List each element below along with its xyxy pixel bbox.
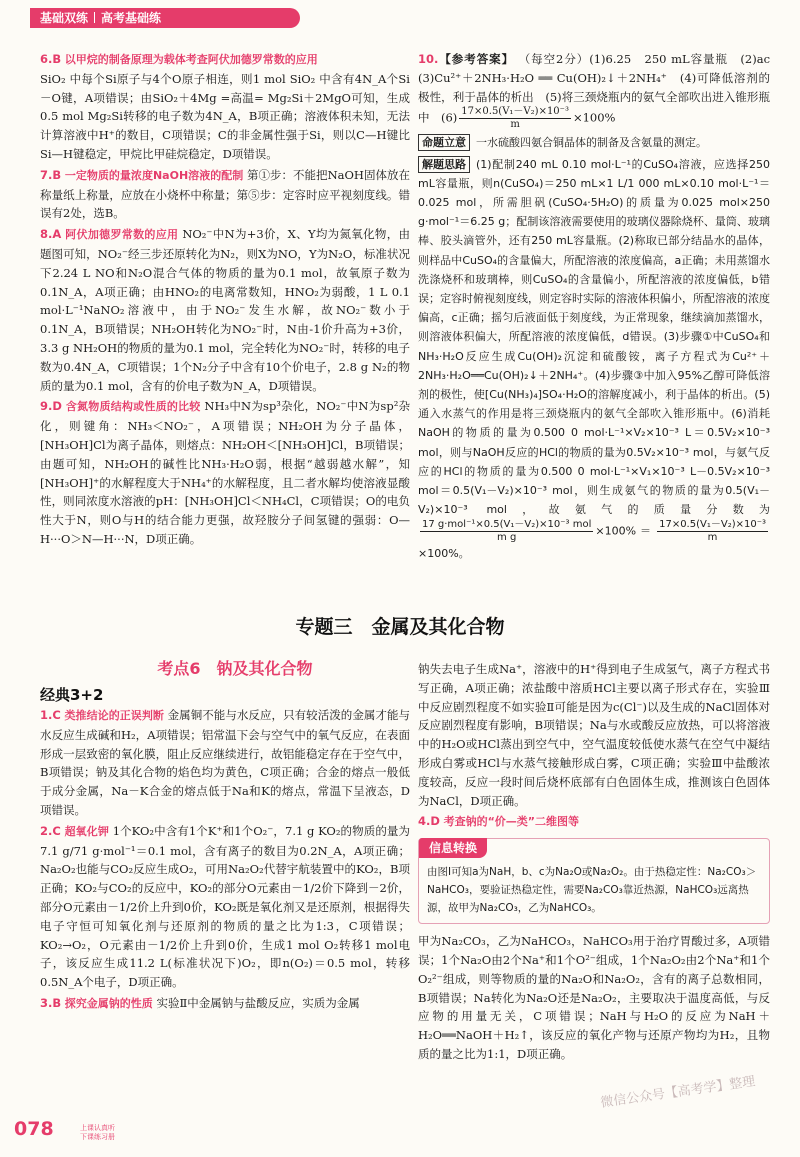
right-column-bottom xyxy=(418,660,770,1066)
s3-num: 3.B xyxy=(40,995,62,1010)
s3-text: 实验Ⅱ中金属钠与盐酸反应，实质为金属 xyxy=(156,995,360,1010)
left-column-bottom xyxy=(40,706,410,1016)
header-left: 基础双练 xyxy=(40,11,89,25)
q6-num: 6.B xyxy=(40,52,62,66)
s2-tag: 超氧化钾 xyxy=(64,824,109,838)
s1-item xyxy=(40,706,410,820)
s4-tag: 考查钠的“价—类”二维图等 xyxy=(443,815,580,829)
right-column-top xyxy=(418,50,782,566)
q7-tag: 一定物质的量浓度NaOH溶液的配制 xyxy=(64,168,244,182)
q9-num: 9.D xyxy=(40,399,62,414)
q6-text: SiO₂ 中每个Si原子与4个O原子相连，则1 mol SiO₂ 中含有4N_A个Si－O键，A项错误；由SiO₂＋4Mg =高温= Mg₂Si＋2MgO可知，生成0.5 mol Mg₂Si转移的电子数为4N_A，B项正确；溶液体积未知，无法计算溶液中H⁺的数目，C项错误；C的非金属性强于Si，则以C—H键比Si—H键稳定，甲烷比甲硅烷稳定，D项错误。 xyxy=(40,71,410,161)
intent-tag: 命题立意 xyxy=(418,134,470,151)
q8-item xyxy=(40,225,410,395)
q10-head: 【参考答案】 xyxy=(438,52,515,66)
page-number: 078 xyxy=(14,1118,54,1140)
idea-tag: 解题思路 xyxy=(418,156,470,173)
s4-num: 4.D xyxy=(418,814,440,829)
q9-item xyxy=(40,397,410,548)
q9-text: NH₃中N为sp³杂化，NO₂⁻中N为sp²杂化，则键角：NH₃＜NO₂⁻，A项错误；NH₂OH为分子晶体，[NH₃OH]Cl为离子晶体，则熔点：NH₂OH＜[NH₃OH]Cl，B项错误；由题可知，NH₂OH的碱性比NH₃·H₂O弱，根据“越弱越水解”，知[NH₃OH]⁺的水解程度大于NH₄⁺的水解程度，且二者水解均使溶液显酸性，则同浓度水溶液的pH：[NH₃OH]Cl＜NH₄Cl，C项错误；O的电负性大于N，则O与H的结合能力更强，故羟胺分子间氢键的强弱：O—H···O＞N—H···N，D项正确。 xyxy=(40,399,411,546)
page-subtitle: 上课认真听 下课练习册 xyxy=(80,1124,115,1141)
q8-tag: 阿伏加德罗常数的应用 xyxy=(65,228,179,242)
s4-text: 甲为Na₂CO₃，乙为NaHCO₃，NaHCO₃用于治疗胃酸过多，A项错误；1个Na₂O由2个Na⁺和1个O²⁻组成，1个Na₂O₂由2个Na⁺和1个O₂²⁻组成，则等物质的量的Na₂O和Na₂O₂，含有的离子总数相同，B项错误；Na转化为Na₂O还是Na₂O₂，主要取决于温度高低，与反应物的用量无关，C项错误；NaH与H₂O的反应为NaH＋H₂O══NaOH＋H₂↑，该反应的氧化产物与还原产物均为H₂，且物质的量之比为1:1，D项正确。 xyxy=(418,934,770,1061)
kaodian-title: 考点6 钠及其化合物 xyxy=(157,659,313,678)
q10-answer: 10.【参考答案】 （每空2分）(1)6.25 250 mL容量瓶 (2)ac (3)Cu²⁺＋2NH₃·H₂O ══ Cu(OH)₂↓＋2NH₄⁺ (4)可降低溶剂的极性，利于晶体的析出 (5)将三颈烧瓶内的氨气全部吹出进入锥形瓶中 (6) $\frac{\text{17×0.5(V₁－V₂)×10⁻³}}{m}$ ×100% xyxy=(418,52,782,131)
s4-item xyxy=(418,812,770,832)
q8-text: NO₂⁻中N为+3价，X、Y均为氮氧化物，由题图可知，NO₂⁻经三步还原转化为N₂，则X为NO，Y为N₂O，标准状况下2.24 L NO和N₂O混合气体的物质的量为0.1 mol，故氧原子数为0.1N_A，A项正确；由HNO₂的电离常数知，HNO₂为弱酸，1 L 0.1 mol·L⁻¹NaNO₂溶液中，由于NO₂⁻发生水解，故NO₂⁻数小于0.1N_A，B项错误；NH₂OH转化为NO₂⁻时，N由-1价升高为+3价，3.3 g NH₂OH的物质的量为0.1 mol，完全转化为NO₂⁻时，转移的电子数为0.4N_A，C项错误；1个N₂分子中含有10个价电子，2.8 g N₂的物质的量为0.1 mol，含有的价电子数为N_A，D项错误。 xyxy=(40,227,411,393)
q10-answer-fraction: $\frac{\text{17×0.5(V₁－V₂)×10⁻³}}{m}$ xyxy=(461,106,569,131)
idea-fraction-2: $\frac{\text{17×0.5(V₁－V₂)×10⁻³}}{m}$ xyxy=(659,519,766,544)
q8-num: 8.A xyxy=(40,227,62,242)
q7-text: 第①步：不能把NaOH固体放在称量纸上称量，应放在小烧杯中称量；第⑤步：定容时应平视刻度线。错误有2处，选B。 xyxy=(40,167,411,221)
s3b-text: 钠失去电子生成Na⁺，溶液中的H⁺得到电子生成氢气，离子方程式书写正确，A项正确；浓盐酸中溶质HCl主要以离子形式存在，实验Ⅲ中反应剧烈程度不如实验Ⅱ可能是因为c(Cl⁻)以及生成的NaCl固体对反应剧烈程度有影响，B项错误；Na与水或酸反应放热，可以将溶液中的H₂O或HCl蒸出到空气中，空气温度较低使水蒸气在空气中凝结形成白雾或HCl与水蒸气接触形成白雾，C项正确；实验Ⅲ中盐酸浓度较高，反应一段时间后烧杯底部有白色固体生成，推测该白色固体为NaCl，D项正确。 xyxy=(418,662,770,808)
q7-item xyxy=(40,166,410,223)
info-label: 信息转换 xyxy=(419,838,487,858)
section-title: 专题三 金属及其化合物 xyxy=(295,616,505,638)
s2-item xyxy=(40,822,410,992)
q7-num: 7.B xyxy=(40,167,62,182)
q10-answer-text: （每空2分）(1)6.25 250 mL容量瓶 (2)ac (3)Cu²⁺＋2NH₃·H₂O ══ Cu(OH)₂↓＋2NH₄⁺ (4)可降低溶剂的极性，利于晶体的析出 (5)将三颈烧瓶内的氨气全部吹出进入锥形瓶中 (6) xyxy=(418,52,782,125)
jingdian-title: 经典3+2 xyxy=(40,686,104,704)
info-text: 由图Ⅰ可知a为NaH，b、c为Na₂O或Na₂O₂。由于热稳定性：Na₂CO₃＞NaHCO₃，要验证热稳定性，需要Na₂CO₃靠近热源，NaHCO₃远离热源，故甲为Na₂CO₃，乙为NaHCO₃。 xyxy=(427,866,757,915)
q6-item xyxy=(40,50,410,164)
watermark: 微信公众号【高考学】整理 xyxy=(599,1074,757,1111)
header-bar xyxy=(30,8,300,28)
s2-num: 2.C xyxy=(40,823,61,838)
header-right: 高考基础练 xyxy=(101,11,162,25)
s3-item xyxy=(40,994,410,1014)
idea-fraction-1: $\frac{\text{17 g·mol⁻¹×0.5(V₁－V₂)×10⁻³ mol}}{\text{m g}}$ xyxy=(422,519,592,544)
s3-tag: 探究金属钠的性质 xyxy=(64,996,153,1010)
q9-tag: 含氮物质结构或性质的比较 xyxy=(65,400,201,414)
s1-tag: 类推结论的正误判断 xyxy=(64,709,164,722)
q6-tag: 以甲烷的制备原理为载体考查阿伏加德罗常数的应用 xyxy=(64,53,318,66)
left-column-top xyxy=(40,50,410,551)
s1-num: 1.C xyxy=(40,708,61,722)
q10-idea: 解题思路 (1)配制240 mL 0.10 mol·L⁻¹的CuSO₄溶液，应选择250 mL容量瓶，则n(CuSO₄)＝250 mL×1 L/1 000 mL×0.10 mol·L⁻¹＝0.025 mol，所需胆矾(CuSO₄·5H₂O)的质量为0.025 mol×250 g·mol⁻¹＝6.25 g；配制该溶液需要使用的玻璃仪器除烧杯、量筒、玻璃棒、胶头滴管外，还有250 mL容量瓶。(2)称取已部分结晶水的晶体，则样品中CuSO₄的含量偏大，所配溶液的浓度偏高，a正确；未用蒸馏水洗涤烧杯和玻璃棒，则CuSO₄的含量偏小，所配溶液的浓度偏低，b错误；定容时俯视刻度线，则定容时实际的溶液体积偏小，所配溶液的浓度偏高，c正确；摇匀后液面低于刻度线，为正常现象，继续滴加蒸馏水，则溶液体积偏大，所配溶液的浓度偏低，d错误。(3)步骤①中CuSO₄和NH₃·H₂O反应生成Cu(OH)₂沉淀和硫酸铵，离子方程式为Cu²⁺＋2NH₃·H₂O══Cu(OH)₂↓＋2NH₄⁺。(4)步骤③中加入95%乙醇可降低溶剂的极性，使[Cu(NH₃)₄]SO₄·H₂O的溶解度减小，利于晶体的析出。(5)通入水蒸气的作用是将三颈烧瓶内的氨气全部吹入锥形瓶中。(6)消耗NaOH的物质的量为0.500 0 mol·L⁻¹×V₂×10⁻³ L＝0.5V₂×10⁻³ mol，则与NaOH反应的HCl的物质的量为0.5V₂×10⁻³ mol，与氨气反应的HCl的物质的量为0.500 0 mol·L⁻¹×V₁×10⁻³ L－0.5V₂×10⁻³ mol＝0.5(V₁－V₂)×10⁻³ mol，则生成氨气的物质的量为0.5(V₁－V₂)×10⁻³ mol，故氨气的质量分数为 $\frac{\text{17 g·mol⁻¹×0.5(V₁－V₂)×10⁻³ mol}}{\text{m g}}$ ×100%＝ $\frac{\text{17×0.5(V₁－V₂)×10⁻³}}{m}$ ×100%。 xyxy=(418,157,770,561)
q10-intent: 命题立意 一水硫酸四氨合铜晶体的制备及含氨量的测定。 xyxy=(418,133,770,152)
q10-num: 10. xyxy=(418,52,439,66)
s1-text: 金属铜不能与水反应，只有较活泼的金属才能与水反应生成碱和H₂，A项错误；铝常温下会与空气中的氧气反应，在表面形成一层致密的氧化膜，阻止反应继续进行，故铝能稳定存在于空气中，B项错误；钠及其化合物的焰色均为黄色，C项正确；合金的熔点一般低于成分金属，Na－K合金的熔点低于Na和K的熔点，常温下呈液态，D项错误。 xyxy=(40,708,411,817)
s2-text: 1个KO₂中含有1个K⁺和1个O₂⁻，7.1 g KO₂的物质的量为7.1 g/71 g·mol⁻¹＝0.1 mol，含有离子的数目为0.2N_A，A项正确；Na₂O₂也能与CO₂反应生成O₂，可用Na₂O₂代替宇航装置中的KO₂，B项正确；KO₂与CO₂的反应中，KO₂的部分O元素由－1/2价下降到－2价，部分O元素由－1/2价上升到0价，KO₂既是氧化剂又是还原剂，根据得失电子守恒可知氧化剂与还原剂的物质的量之比为1:3，C项错误；KO₂→O₂，O元素由－1/2价上升到0价，生成1 mol O₂转移1 mol电子，该反应生成11.2 L(标准状况下)O₂，即n(O₂)＝0.5 mol，转移0.5N_A个电子，D项正确。 xyxy=(40,823,411,990)
info-box xyxy=(418,838,770,924)
